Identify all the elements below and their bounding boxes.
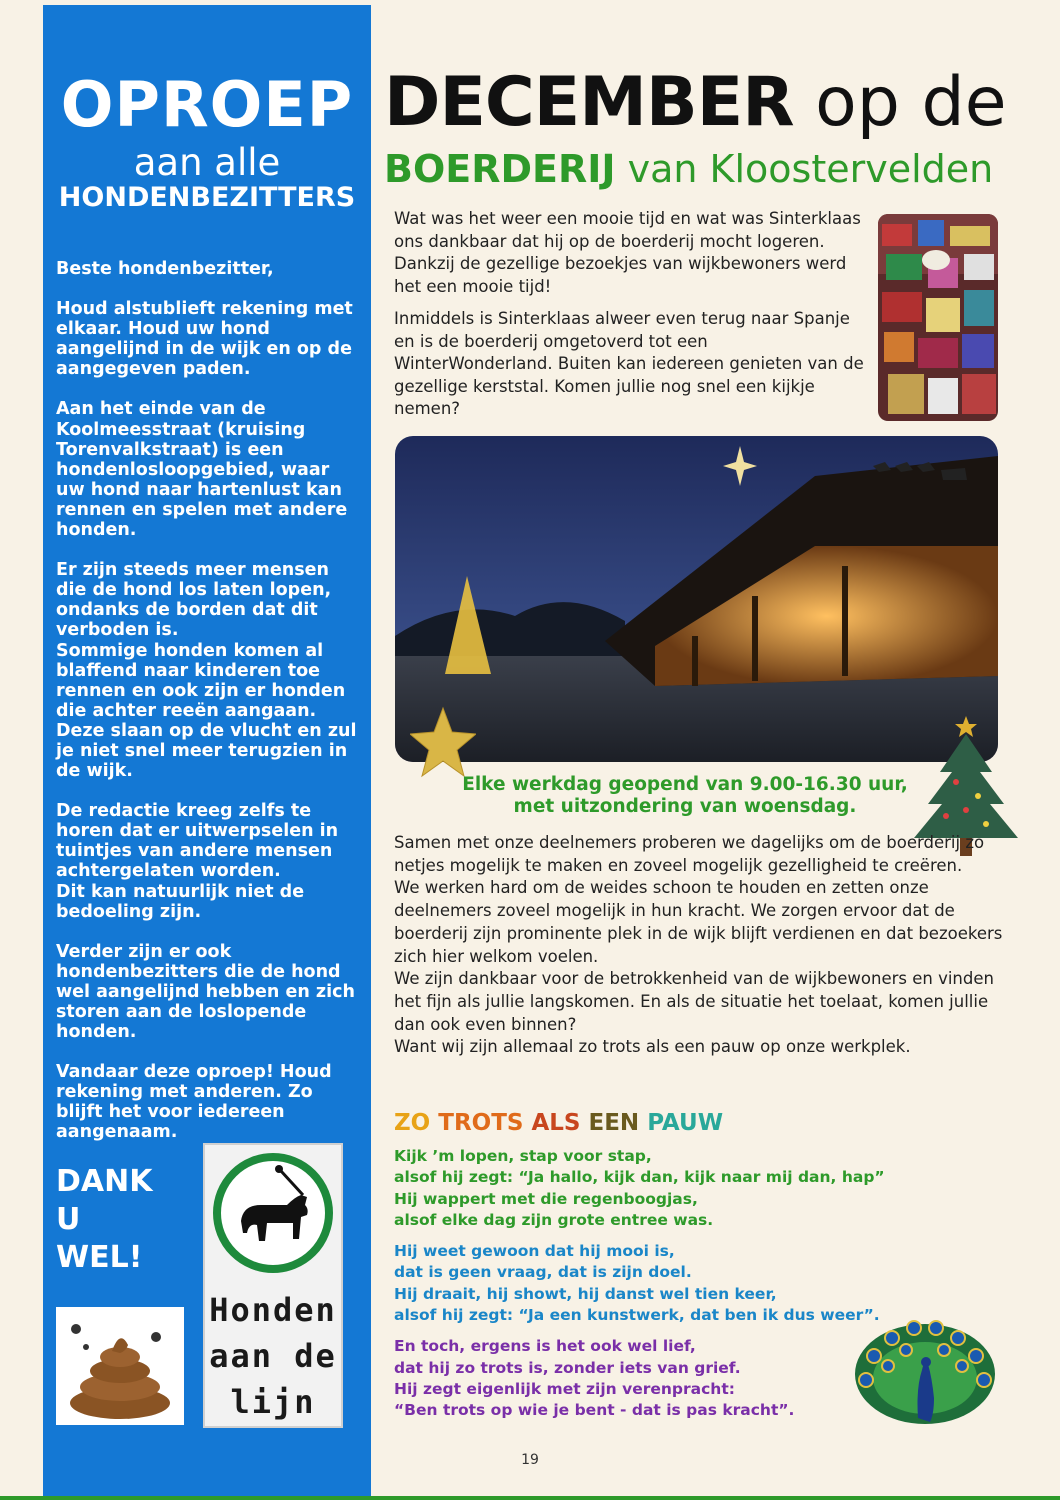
poem-line: dat hij zo trots is, zonder iets van grief. xyxy=(394,1358,741,1377)
intro-paragraph: Inmiddels is Sinterklaas alweer even terug naar Spanje en is de boerderij omgetoverd tot een WinterWonderland. Buiten kan iedereen genieten van de gezellige kerststal. Komen jullie nog snel een kijkje nemen? xyxy=(394,309,864,418)
poem-line: En toch, ergens is het ook wel lief, xyxy=(394,1337,696,1356)
dog-owner-appeal-sidebar xyxy=(43,5,371,1500)
subheading-bold: BOERDERIJ xyxy=(384,147,616,191)
sign-text xyxy=(205,1287,341,1425)
appeal-paragraph: Dit kan natuurlijk niet de bedoeling zijn. xyxy=(56,881,305,922)
poem-stanza xyxy=(394,1146,954,1231)
article-intro xyxy=(394,208,869,431)
appeal-paragraph: Houd alstublieft rekening met elkaar. Houd uw hond aangelijnd in de wijk en op de aangegeven paden. xyxy=(56,299,353,380)
poem-line: “Ben trots op wie je bent - dat is pas kracht”. xyxy=(394,1401,795,1420)
opening-hours xyxy=(420,774,950,818)
body-paragraph: Want wij zijn allemaal zo trots als een pauw op onze werkplek. xyxy=(394,1037,911,1057)
poem-title xyxy=(394,1108,894,1138)
appeal-subtitle-line1: aan alle xyxy=(133,141,281,184)
appeal-subtitle-line2: HONDENBEZITTERS xyxy=(58,182,356,213)
article-body xyxy=(394,832,1004,1059)
poop-icon xyxy=(56,1307,184,1425)
poem-line: alsof hij zegt: “Ja een kunstwerk, dat ben ik dus weer”. xyxy=(394,1306,880,1325)
poem-line: Hij draait, hij showt, hij danst wel tien keer, xyxy=(394,1284,777,1303)
body-paragraph: We zijn dankbaar voor de betrokkenheid van de wijkbewoners en vinden het fijn als jullie langskomen. En als de situatie het toelaat, komen jullie dan ook even binnen? xyxy=(394,969,994,1034)
thanks-line: WEL! xyxy=(56,1240,143,1275)
article-heading xyxy=(384,64,1024,142)
thanks-line: U xyxy=(56,1202,81,1237)
peacock-icon xyxy=(852,1318,998,1426)
gifts-photo xyxy=(878,214,998,421)
thanks-line: DANK xyxy=(56,1164,153,1199)
poem-title-word: TROTS xyxy=(438,1110,532,1136)
sign-line: Honden xyxy=(209,1291,337,1329)
appeal-body xyxy=(56,259,362,1163)
poem-line: dat is geen vraag, dat is zijn doel. xyxy=(394,1263,692,1282)
opening-line: met uitzondering van woensdag. xyxy=(513,796,857,817)
sign-line: aan de xyxy=(209,1337,337,1375)
thanks-text xyxy=(56,1163,196,1277)
poem-line: Kijk ’m lopen, stap voor stap, xyxy=(394,1147,652,1165)
sign-line: lijn xyxy=(230,1383,316,1421)
dog-on-leash-icon xyxy=(213,1153,333,1273)
appeal-paragraph: De redactie kreeg zelfs te horen dat er uitwerpselen in tuintjes van andere mensen achtergelaten worden. xyxy=(56,801,339,882)
poem-line: Hij weet gewoon dat hij mooi is, xyxy=(394,1242,675,1261)
heading-rest: op de xyxy=(793,63,1007,142)
appeal-paragraph: Verder zijn er ook hondenbezitters die de hond wel aangelijnd hebben en zich storen aan de loslopende honden. xyxy=(56,941,355,1043)
intro-paragraph: Wat was het weer een mooie tijd en wat was Sinterklaas ons dankbaar dat hij op de boerderij mocht logeren. Dankzij de gezellige bezoekjes van wijkbewoners werd het een mooie tijd! xyxy=(394,209,861,296)
poem-line: Hij wappert met die regenboogjas, xyxy=(394,1189,698,1208)
article-subheading xyxy=(384,146,1024,192)
page-number: 19 xyxy=(521,1452,539,1468)
body-paragraph: We werken hard om de weides schoon te houden en zetten onze deelnemers zoveel mogelijk in hun kracht. We zorgen ervoor dat de boerderij zijn prominente plek in de wijk blijft verdienen en dat bezoekers zich hier welkom voelen. xyxy=(394,878,1003,966)
poem-stanza xyxy=(394,1241,954,1326)
poem-title-word: EEN xyxy=(588,1110,648,1136)
poem-line: Hij zegt eigenlijk met zijn verenpracht: xyxy=(394,1379,735,1398)
heading-bold: DECEMBER xyxy=(384,63,794,142)
bottom-divider xyxy=(0,1496,1060,1500)
appeal-paragraph: Vandaar deze oproep! Houd rekening met anderen. Zo blijft het voor iedereen aangenaam. xyxy=(56,1062,332,1143)
poem-title-word: PAUW xyxy=(647,1110,724,1136)
appeal-title: OPROEP xyxy=(60,68,354,141)
appeal-paragraph: Er zijn steeds meer mensen die de hond los laten lopen, ondanks de borden dat dit verboden is. xyxy=(56,560,332,641)
poem-line: alsof hij zegt: “Ja hallo, kijk dan, kijk naar mij dan, hap” xyxy=(394,1168,885,1187)
opening-line: Elke werkdag geopend van 9.00-16.30 uur, xyxy=(462,774,908,795)
poem-line: alsof elke dag zijn grote entree was. xyxy=(394,1210,714,1229)
poem-title-word: ZO xyxy=(394,1110,439,1136)
body-paragraph: Samen met onze deelnemers proberen we dagelijks om de boerderij zo netjes mogelijk te maken en zoveel mogelijk gezelligheid te creëren. xyxy=(394,833,985,875)
appeal-paragraph: Sommige honden komen al blaffend naar kinderen toe rennen en ook zijn er honden die achter reeën aangaan. Deze slaan op de vlucht en zul je niet snel meer terugzien in de wijk. xyxy=(56,640,357,782)
dogs-on-leash-sign xyxy=(203,1143,343,1428)
gold-star-icon xyxy=(410,706,476,778)
subheading-rest: van Kloostervelden xyxy=(615,147,994,191)
appeal-paragraph: Beste hondenbezitter, xyxy=(56,259,274,279)
appeal-paragraph: Aan het einde van de Koolmeesstraat (kruising Torenvalkstraat) is een hondenlosloopgebied, waar uw hond naar hartenlust kan rennen en spelen met andere honden. xyxy=(56,399,348,541)
poem-title-word: ALS xyxy=(531,1110,589,1136)
